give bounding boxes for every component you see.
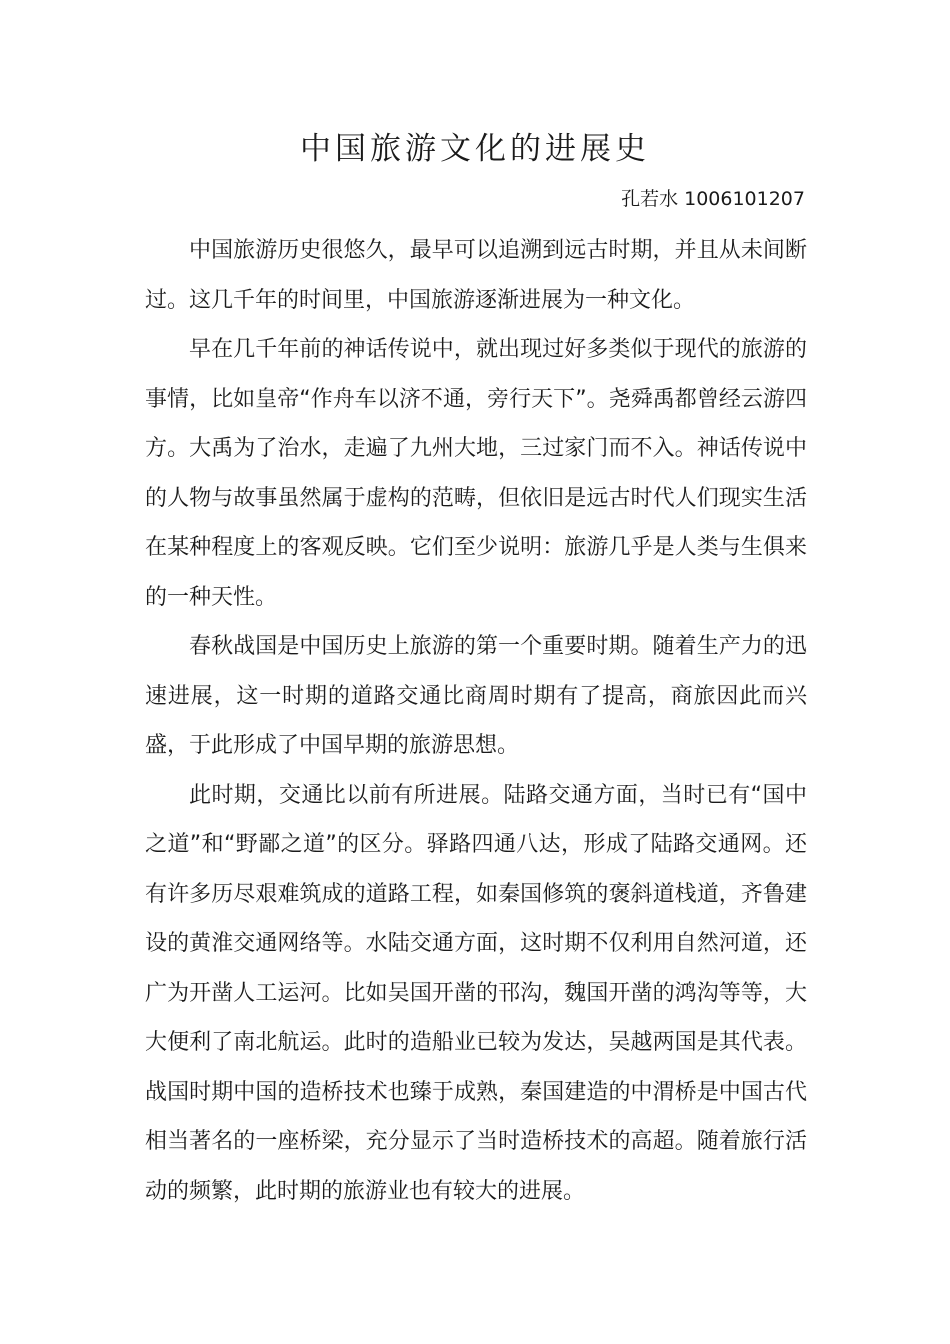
document-body <box>145 226 807 1216</box>
paragraph: 春秋战国是中国历史上旅游的第一个重要时期。随着生产力的迅速进展，这一时期的道路交通比商周时期有了提高，商旅因此而兴盛，于此形成了中国早期的旅游思想。 <box>145 634 807 758</box>
paragraph: 此时期，交通比以前有所进展。陆路交通方面，当时已有“国中之道”和“野鄙之道”的区分。驿路四通八达，形成了陆路交通网。还有许多历尽艰难筑成的道路工程，如秦国修筑的褒斜道栈道，齐鲁建设的黄淮交通网络等。水陆交通方面，这时期不仅利用自然河道，还广为开凿人工运河。比如吴国开凿的邗沟，魏国开凿的鸿沟等等，大大便利了南北航运。此时的造船业已较为发达，吴越两国是其代表。战国时期中国的造桥技术也臻于成熟，秦国建造的中渭桥是中国古代相当著名的一座桥梁，充分显示了当时造桥技术的高超。随着旅行活动的频繁，此时期的旅游业也有较大的进展。 <box>145 782 807 1204</box>
paragraph: 中国旅游历史很悠久，最早可以追溯到远古时期，并且从未间断过。这几千年的时间里，中国旅游逐渐进展为一种文化。 <box>145 238 807 313</box>
document-title: 中国旅游文化的进展史 <box>300 131 650 167</box>
author-line: 孔若水 1006101207 <box>621 188 805 210</box>
paragraph: 早在几千年前的神话传说中，就出现过好多类似于现代的旅游的事情，比如皇帝“作舟车以济不通，旁行天下”。尧舜禹都曾经云游四方。大禹为了治水，走遍了九州大地，三过家门而不入。神话传说中的人物与故事虽然属于虚构的范畴，但依旧是远古时代人们现实生活在某种程度上的客观反映。它们至少说明：旅游几乎是人类与生俱来的一种天性。 <box>145 337 807 610</box>
